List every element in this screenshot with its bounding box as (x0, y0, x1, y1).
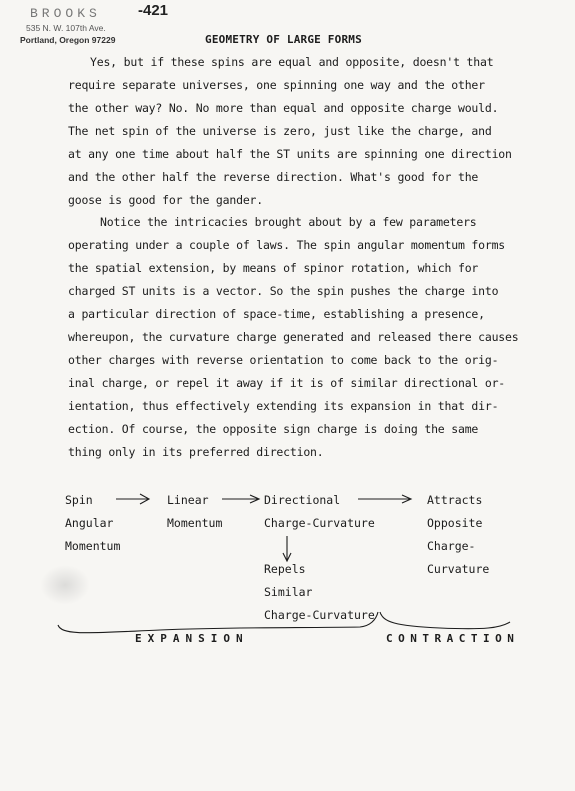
text-line: thing only in its preferred direction. (68, 445, 324, 459)
node-spin: Momentum (65, 539, 121, 553)
node-directional: Directional (264, 493, 341, 507)
label-expansion: EXPANSION (135, 632, 249, 645)
text-line: the spatial extension, by means of spinor rotation, which for (68, 261, 479, 275)
text-line: inal charge, or repel it away if it is of similar directional or- (68, 376, 506, 390)
text-line: Notice the intricacies brought about by a few parameters (100, 215, 477, 229)
text-line: a particular direction of space-time, establishing a presence, (68, 307, 485, 321)
node-repels: Similar (264, 585, 313, 599)
contraction-brace (380, 612, 510, 629)
node-directional: Charge-Curvature (264, 516, 375, 530)
text-line: whereupon, the curvature charge generated and released there causes (68, 330, 519, 344)
expansion-brace (58, 612, 378, 633)
node-attracts: Attracts (427, 493, 483, 507)
text-line: and the other half the reverse direction. What's good for the (68, 170, 479, 184)
node-attracts: Opposite (427, 516, 483, 530)
text-line: operating under a couple of laws. The spin angular momentum forms (68, 238, 506, 252)
text-line: ection. Of course, the opposite sign charge is doing the same (68, 422, 479, 436)
text-line: charged ST units is a vector. So the spin pushes the charge into (68, 284, 499, 298)
node-linear: Momentum (167, 516, 223, 530)
text-line: the other way? No. No more than equal and opposite charge would. (68, 101, 499, 115)
text-line: at any one time about half the ST units are spinning one direction (68, 147, 512, 161)
text-line: require separate universes, one spinning one way and the other (68, 78, 485, 92)
letterhead-name: BROOKS (30, 6, 101, 21)
page-title: GEOMETRY OF LARGE FORMS (205, 33, 362, 46)
label-contraction: CONTRACTION (386, 632, 520, 645)
node-attracts: Charge- (427, 539, 476, 553)
text-line: ientation, thus effectively extending its expansion in that dir- (68, 399, 499, 413)
text-line: Yes, but if these spins are equal and opposite, doesn't that (90, 55, 494, 69)
text-line: other charges with reverse orientation to come back to the orig- (68, 353, 499, 367)
handwritten-code: -421 (138, 2, 169, 19)
letterhead-city: Portland, Oregon 97229 (20, 35, 116, 45)
node-spin: Angular (65, 516, 114, 530)
node-repels: Charge-Curvature (264, 608, 375, 622)
text-line: goose is good for the gander. (68, 193, 263, 207)
text-line: The net spin of the universe is zero, just like the charge, and (68, 124, 492, 138)
node-repels: Repels (264, 562, 306, 576)
letterhead-street: 535 N. W. 107th Ave. (26, 23, 106, 33)
node-linear: Linear (167, 493, 209, 507)
node-spin: Spin (65, 493, 93, 507)
node-attracts: Curvature (427, 562, 490, 576)
